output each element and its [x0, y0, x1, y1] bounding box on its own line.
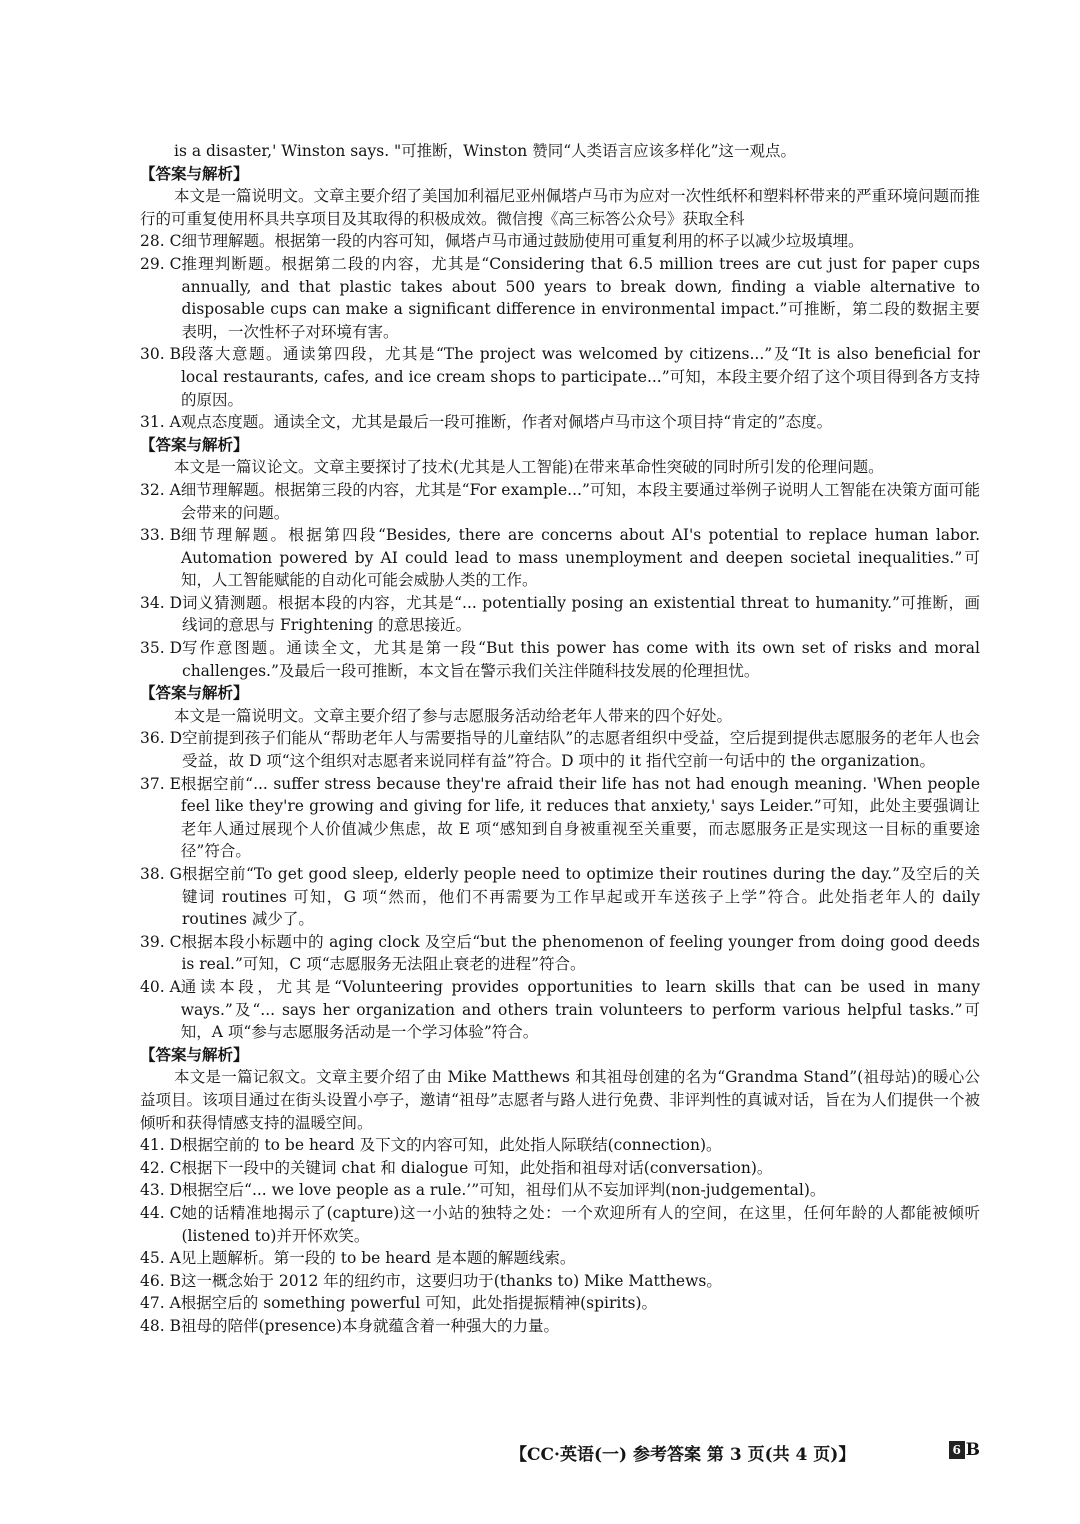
answer-item [140, 1315, 980, 1338]
answer-item [140, 1247, 980, 1270]
answer-item [140, 343, 980, 411]
answer-explanation: 观点态度题。通读全文，尤其是最后一段可推断，作者对佩塔卢马市这个项目持“肯定的”态度。 [180, 413, 833, 432]
badge-letter: B [965, 1440, 980, 1460]
answer-number: 46. B [140, 1271, 181, 1290]
answer-explanation: 根据空后“... we love people as a rule.’”可知，祖母们从不妄加评判(non-judgemental)。 [182, 1181, 826, 1200]
answer-number: 31. A [140, 413, 181, 432]
answer-item [140, 1157, 980, 1180]
answer-number: 36. D [140, 729, 183, 748]
answer-item [140, 592, 980, 637]
footer-page-info: 【CC·英语(一) 参考答案 第 3 页(共 4 页)】 [510, 1445, 856, 1465]
section-heading: 【答案与解析】 [140, 434, 249, 454]
answer-number: 30. B [140, 345, 181, 364]
section-summary: 本文是一篇议论文。文章主要探讨了技术(尤其是人工智能)在带来革命性突破的同时所引发的伦理问题。 [174, 458, 884, 477]
answer-number: 37. E [140, 774, 181, 793]
answer-item [140, 976, 980, 1044]
answer-explanation: 细节理解题。根据第四段“Besides, there are concerns about AI's potential to replace human labor. Automation powered by AI could lead to mass unemployment and deepen societal inequalities.”可知，人工智能赋能的自动化可能会威胁人类的工作。 [180, 526, 980, 590]
answer-item [140, 773, 980, 863]
answer-explanation: 词义猜测题。根据本段的内容，尤其是“... potentially posing an existential threat to humanity.”可推断，画线词的意思与 Frightening 的意思接近。 [182, 593, 980, 635]
answer-section [140, 163, 980, 434]
answer-section [140, 1044, 980, 1338]
answer-section [140, 434, 980, 683]
answer-item [140, 479, 980, 524]
answer-explanation: 祖母的陪伴(presence)本身就蕴含着一种强大的力量。 [180, 1316, 560, 1335]
answer-explanation: 根据下一段中的关键词 chat 和 dialogue 可知，此处指和祖母对话(conversation)。 [181, 1158, 773, 1177]
answer-explanation: 这一概念始于 2012 年的纽约市，这要归功于(thanks to) Mike Matthews。 [180, 1271, 722, 1290]
answer-explanation: 细节理解题。根据第三段的内容，尤其是“For example...”可知，本段主要通过举例子说明人工智能在决策方面可能会带来的问题。 [180, 480, 980, 522]
answer-item [140, 1292, 980, 1315]
answer-number: 28. C [140, 232, 182, 251]
answer-explanation: 推理判断题。根据第二段的内容，尤其是“Considering that 6.5 million trees are cut just for paper cups annually, and that plastic takes about 500 years to break down, finding a viable alternative to disposable cups can make a significant difference in environmental impact.”可推断，第二段的数据主要表明，一次性杯子对环境有害。 [181, 254, 980, 341]
answer-number: 29. C [140, 254, 182, 273]
answer-key-content [140, 140, 980, 1337]
answer-explanation: 根据空前的 to be heard 及下文的内容可知，此处指人际联结(connection)。 [182, 1136, 722, 1155]
answer-explanation: 段落大意题。通读第四段，尤其是“The project was welcomed by citizens...”及“It is also beneficial for local restaurants, cafes, and ice cream shops to participate...”可知，本段主要介绍了这个项目得到各方支持的原因。 [180, 345, 980, 409]
answer-number: 32. A [140, 480, 181, 499]
answer-item [140, 411, 980, 434]
section-summary: 本文是一篇说明文。文章主要介绍了参与志愿服务活动给老年人带来的四个好处。 [174, 706, 733, 725]
answer-number: 44. C [140, 1203, 182, 1222]
answer-explanation: 她的话精准地揭示了(capture)这一小站的独特之处：一个欢迎所有人的空间，在这里，任何年龄的人都能被倾听(listened to)并开怀欢笑。 [181, 1203, 980, 1245]
section-summary: 本文是一篇说明文。文章主要介绍了美国加利福尼亚州佩塔卢马市为应对一次性纸杯和塑料杯带来的严重环境问题而推行的可重复使用杯具共享项目及其取得的积极成效。微信搜《高三标答公众号》获取全科 [140, 187, 981, 228]
answer-number: 42. C [140, 1158, 182, 1177]
answer-number: 33. B [140, 526, 181, 545]
answer-item [140, 1179, 980, 1202]
section-summary: 本文是一篇记叙文。文章主要介绍了由 Mike Matthews 和其祖母创建的名为“Grandma Stand”(祖母站)的暖心公益项目。该项目通过在街头设置小亭子，邀请“祖母”志愿者与路人进行免费、非评判性的真诚对话，旨在为人们提供一个被倾听和获得情感支持的温暖空间。 [140, 1068, 980, 1132]
answer-number: 41. D [140, 1136, 183, 1155]
answer-number: 38. G [140, 865, 182, 883]
answer-item [140, 727, 980, 772]
answer-item [140, 1202, 980, 1247]
answer-item [140, 1270, 980, 1293]
answer-explanation: 根据空后的 something powerful 可知，此处指提振精神(spirits)。 [180, 1294, 658, 1313]
footer-badge [949, 1440, 980, 1460]
answer-item [140, 931, 980, 976]
answer-explanation: 见上题解析。第一段的 to be heard 是本题的解题线索。 [180, 1249, 576, 1268]
answer-explanation: 写作意图题。通读全文，尤其是第一段“But this power has come with its own set of risks and moral challenges.”及最后一段可推断，本文旨在警示我们关注伴随科技发展的伦理担忧。 [182, 639, 980, 680]
answer-number: 39. C [140, 932, 182, 951]
answer-item [140, 524, 980, 592]
answer-explanation: 根据空前“To get good sleep, elderly people need to optimize their routines during the day.”及空后的关键词 routines 可知，G 项“然而，他们不再需要为工作早起或开车送孩子上学”符合。此处指老年人的 daily routines 减少了。 [181, 865, 980, 929]
answer-explanation: 通读本段，尤其是“Volunteering provides opportunities to learn skills that can be used in many ways.”及“... says her organization and others train volunteers to perform various helpful tasks.”可知，A 项“参与志愿服务活动是一个学习体验”符合。 [180, 977, 980, 1042]
answer-item [140, 1134, 980, 1157]
answer-item [140, 253, 980, 343]
answer-number: 34. D [140, 593, 183, 612]
badge-box: 6 [949, 1441, 965, 1459]
answer-number: 45. A [140, 1249, 181, 1268]
answer-number: 35. D [140, 639, 183, 658]
answer-explanation: 空前提到孩子们能从“帮助老年人与需要指导的儿童结队”的志愿者组织中受益，空后提到提供志愿服务的老年人也会受益，故 D 项“这个组织对志愿者来说同样有益”符合。D 项中的 it 指代空前一句话中的 the organization。 [182, 729, 980, 771]
answer-section [140, 682, 980, 1044]
page-footer [140, 1440, 980, 1464]
answer-number: 43. D [140, 1181, 183, 1200]
answer-explanation: 根据本段小标题中的 aging clock 及空后“but the phenomenon of feeling younger from doing good deeds is real.”可知，C 项“志愿服务无法阻止衰老的进程”符合。 [181, 932, 980, 974]
section-heading: 【答案与解析】 [140, 683, 249, 703]
section-heading: 【答案与解析】 [140, 163, 249, 183]
section-heading: 【答案与解析】 [140, 1044, 249, 1064]
intro-line: is a disaster,' Winston says. "可推断，Winston 赞同“人类语言应该多样化”这一观点。 [174, 142, 797, 160]
answer-item [140, 637, 980, 682]
answer-number: 48. B [140, 1316, 181, 1335]
answer-explanation: 细节理解题。根据第一段的内容可知，佩塔卢马市通过鼓励使用可重复利用的杯子以减少垃圾填埋。 [181, 232, 864, 251]
answer-item [140, 863, 980, 931]
answer-item [140, 230, 980, 253]
answer-number: 47. A [140, 1294, 181, 1313]
answer-number: 40. A [140, 977, 181, 996]
answer-explanation: 根据空前“... suffer stress because they're afraid their life has not had enough meaning. 'When people feel like they're growing and giving for life, it reduces that anxiety,' says Leider.”可知，此处主要强调让老年人通过展现个人价值减少焦虑，故 E 项“感知到自身被重视至关重要，而志愿服务正是实现这一目标的重要途径”符合。 [180, 774, 980, 861]
